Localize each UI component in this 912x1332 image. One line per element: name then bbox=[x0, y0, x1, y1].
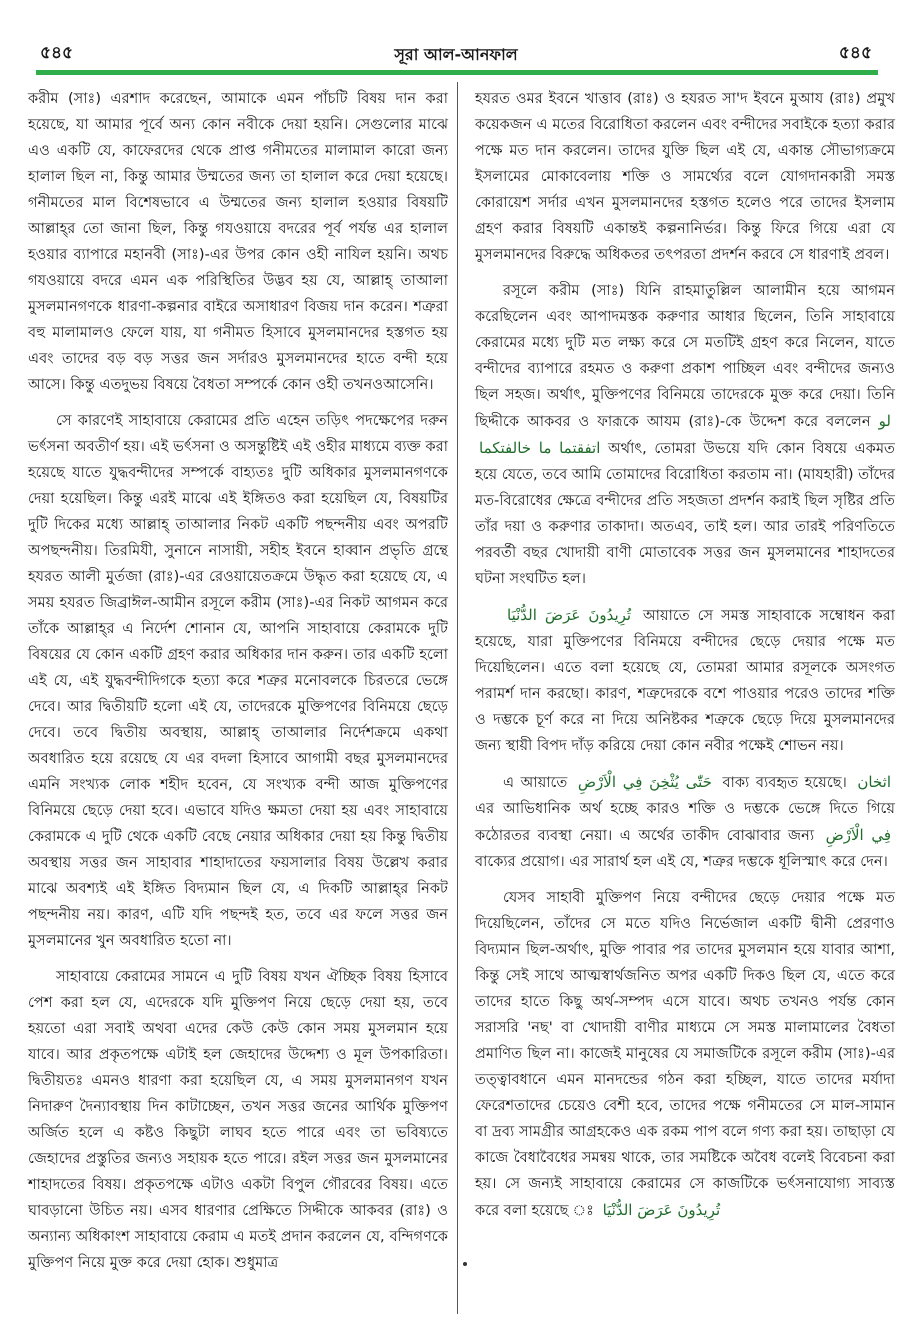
right-paragraph-4-text-d: বাক্যের প্রয়োগ। এর সারার্থ হল এই যে, শত্রুর দম্ভকে ধূলিস্মাৎ করে দেন। bbox=[475, 853, 888, 870]
arabic-word: اثخان bbox=[857, 773, 892, 791]
arabic-phrase-2: فِي الْاَرْضِ bbox=[825, 826, 891, 844]
page-header bbox=[0, 0, 912, 68]
arabic-verse: تُرِيدُونَ عَرَضَ الدُّنْيَا bbox=[507, 606, 632, 624]
right-paragraph-2-text-b: অর্থাৎ, তোমরা উভয়ে যদি কোন বিষয়ে একমত হয়ে যেতে, তবে আমি তোমাদের বিরোধিতা করতাম না। (মাযহারী) তাঁদের মত-বিরোধের ক্ষেত্রে বন্দীদের প্রতি সহজতা প্রদর্শন করাই ছিল সৃষ্টির প্রতি তাঁর দয়া ও করুণার তাকাদা। অতএব, তাই হল। আর তারই পরিণতিতে পরবর্তী বছর খোদায়ী বাণী মোতাবেক সত্তর জন মুসলমানের শাহাদতের ঘটনা সংঘটিত হল। bbox=[475, 440, 896, 587]
arabic-quote: لو اتفقتما ما خالفتكما bbox=[479, 412, 891, 457]
right-paragraph-4-text-a: এ আয়াতে bbox=[503, 774, 568, 791]
arabic-verse-end: تُرِيدُونَ عَرَضَ الدُّنْيَا bbox=[602, 1201, 721, 1219]
margin-dot bbox=[463, 1262, 467, 1266]
left-paragraph-3: সাহাবায়ে কেরামের সামনে এ দুটি বিষয় যখন ঐচ্ছিক বিষয় হিসাবে পেশ করা হল যে, এদেরকে যদি মুক্তিপণ নিয়ে ছেড়ে দেয়া হয়, তবে হয়তো এরা সবাই অথবা এদের কেউ কেউ কোন সময় মুসলমান হয়ে যাবে। আর প্রকৃতপক্ষে এটাই হল জেহাদের উদ্দেশ্য ও মূল উপকারিতা। দ্বিতীয়তঃ এমনও ধারণা করা হয়েছিল যে, এ সময় মুসলমানগণ যখন নিদারুণ দৈন্যাবস্থায় দিন কাটাচ্ছেন, তখন সত্তর জনের আর্থিক মুক্তিপণ অর্জিত হলে এ কষ্টও কিছুটা লাঘব হতে পারে এবং তা ভবিষ্যতে জেহাদের প্রস্তুতির জন্যও সহায়ক হতে পারে। রইল সত্তর জন মুসলমানের শাহাদতের বিষয়। প্রকৃতপক্ষে এটাও একটা বিপুল গৌরবের বিষয়। এতে ঘাবড়ানো উচিত নয়। এসব ধারণার প্রেক্ষিতে সিদ্দীকে আকবর (রাঃ) ও অন্যান্য অধিকাংশ সাহাবায়ে কেরাম এ মতই প্রদান করলেন যে, বন্দিগণকে মুক্তিপণ নিয়ে মুক্ত করে দেয়া হোক। শুধুমাত্র bbox=[28, 968, 448, 1271]
right-paragraph-3-text: আয়াতে সে সমস্ত সাহাবাকে সম্বোধন করা হয়েছে, যারা মুক্তিপণের বিনিময়ে বন্দীদের ছেড়ে দেয়ার পক্ষে মত দিয়েছিলেন। এতে বলা হয়েছে যে, তোমরা আমার রসূলকে অসংগত পরামর্শ দান করছো। কারণ, শত্রুদেরকে বশে পাওয়ার পরেও তাদের শক্তি ও দম্ভকে চূর্ণ করে না দিয়ে অনিষ্টকর শত্রুকে ছেড়ে দিয়ে মুসলমানদের জন্য স্থায়ী বিপদ দাঁড় করিয়ে দেয়া কোন নবীর পক্ষেই শোভন নয়। bbox=[475, 607, 895, 754]
header-rule bbox=[36, 70, 878, 75]
right-paragraph-2 bbox=[475, 278, 895, 592]
right-column bbox=[475, 86, 895, 1234]
left-paragraph-2: সে কারণেই সাহাবায়ে কেরামের প্রতি এহেন তড়িৎ পদক্ষেপের দরুন ভর্ৎসনা অবতীর্ণ হয়। এই ভর্ৎসনা ও অসন্তুষ্টিই এই ওহীর মাধ্যমে ব্যক্ত করা হয়েছে যাতে যুদ্ধবন্দীদের সম্পর্কে বাহ্যতঃ দুটি অধিকার মুসলমানগণকে দেয়া হয়েছিল। কিন্তু এরই মাঝে এই ইঙ্গিতও করা হয়েছিল যে, বিষয়টির দুটি দিকের মধ্যে আল্লাহ্ তাআলার নিকট একটি পছন্দনীয় এবং অপরটি অপছন্দনীয়। তিরমিযী, সুনানে নাসায়ী, সহীহ ইবনে হাব্বান প্রভৃতি গ্রন্থে হযরত আলী মুর্তজা (রাঃ)-এর রেওয়ায়েতক্রমে উদ্ধৃত করা হয়েছে যে, এ সময় হযরত জিব্রাঈল-আমীন রসূলে করীম (সাঃ)-এর নিকট আগমন করে তাঁকে আল্লাহ্‌র এ নির্দেশ শোনান যে, আপনি সাহাবায়ে কেরামকে দুটি বিষয়ের যে কোন একটি গ্রহণ করার অধিকার দান করুন। তার একটি হলো এই যে, এই যুদ্ধবন্দীদিগকে হত্যা করে শত্রুর মনোবলকে চিরতরে ভেঙ্গে দেবে। আর দ্বিতীয়টি হলো এই যে, তাদেরকে মুক্তিপণের বিনিময়ে ছেড়ে দেবে। তবে দ্বিতীয় অবস্থায়, আল্লাহ্ তাআলার নির্দেশক্রমে একথা অবধারিত হয়ে রয়েছে যে এর বদলা হিসাবে আগামী বছর মুসলমানদের এমনি সংখ্যক লোক শহীদ হবেন, যে সংখ্যক বন্দী আজ মুক্তিপণের বিনিময়ে ছেড়ে দেয়া হবে। এভাবে যদিও ক্ষমতা দেয়া হয় এবং সাহাবায়ে কেরামকে এ দুটি থেকে একটি বেছে নেয়ার অধিকার দেয়া হয় কিন্তু দ্বিতীয় অবস্থায় সত্তর জন সাহাবার শাহাদাতের ফয়সালার বিষয় উল্লেখ করার মাঝে অবশ্যই এই ইঙ্গিত বিদ্যমান ছিল যে, এ দিকটি আল্লাহ্‌র নিকট পছন্দনীয় নয়। কারণ, এটি যদি পছন্দই হত, তবে এর ফলে সত্তর জন মুসলমানের খুন অবধারিত হতো না। bbox=[28, 412, 448, 949]
left-column bbox=[28, 86, 448, 1286]
page-number-left: ৫৪৫ bbox=[40, 43, 74, 63]
right-paragraph-2-text-a: রসূলে করীম (সাঃ) যিনি রাহমাতুল্লিল আলামীন হয়ে আগমন করেছিলেন এবং আপাদমস্তক করুণার আধার ছিলেন, তিনি সাহাবায়ে কেরামের মধ্যে দুটি মত লক্ষ্য করে সে মতটিই গ্রহণ করে নিলেন, যাতে বন্দীদের ব্যাপারে রহমত ও করুণা প্রকাশ পাচ্ছিল এবং বন্দীদের জন্যও ছিল সহজ। অর্থাৎ, মুক্তিপণের বিনিময়ে তাদেরকে মুক্ত করে দেয়া। তিনি ছিদ্দীকে আকবর ও ফারূকে আযম (রাঃ)-কে উদ্দেশ করে বললেন bbox=[475, 282, 895, 430]
right-paragraph-5 bbox=[475, 885, 895, 1224]
arabic-phrase-1: حَتّٰى يُثْخِنَ فِي الْاَرْضِ bbox=[577, 773, 712, 791]
column-divider bbox=[457, 82, 458, 1314]
page-number-right: ৫৪৫ bbox=[838, 43, 872, 63]
surah-title: সূরা আল-আনফাল bbox=[394, 45, 518, 64]
right-paragraph-5-text: যেসব সাহাবী মুক্তিপণ নিয়ে বন্দীদের ছেড়ে দেয়ার পক্ষে মত দিয়েছিলেন, তাঁদের সে মতে যদিও নির্ভেজাল একটি দ্বীনী প্রেরণাও বিদ্যমান ছিল-অর্থাৎ, মুক্তি পাবার পর তাদের মুসলমান হয়ে যাবার আশা, কিন্তু সেই সাথে আত্মস্বার্থজনিত অপর একটি দিকও ছিল যে, এতে করে তাদের হাতে কিছু অর্থ-সম্পদ এসে যাবে। অথচ তখনও পর্যন্ত কোন সরাসরি 'নছ' বা খোদায়ী বাণীর মাধ্যমে সে সমস্ত মালামালের বৈধতা প্রমাণিত ছিল না। কাজেই মানুষের যে সমাজটিকে রসূলে করীম (সাঃ)-এর তত্ত্বাবধানে এমন মানদন্ডের গঠন করা হচ্ছিল, যাতে তাদের মর্যাদা ফেরেশতাদের চেয়েও বেশী হবে, তাদের পক্ষে গনীমতের সে মাল-সামান বা দ্রব্য সামগ্রীর আগ্রহকেও এক রকম পাপ বলে গণ্য করা হয়। তাছাড়া যে কাজে বৈধাবৈধের সমন্বয় থাকে, তার সমষ্টিকে অবৈধ বলেই বিবেচনা করা হয়। সে জন্যই সাহাবায়ে কেরামের সে কাজটিকে ভর্ৎসনাযোগ্য সাব্যস্ত করে বলা হয়েছে ঃ bbox=[475, 889, 895, 1219]
left-paragraph-1: করীম (সাঃ) এরশাদ করেছেন, আমাকে এমন পাঁচটি বিষয় দান করা হয়েছে, যা আমার পূর্বে অন্য কোন নবীকে দেয়া হয়নি। সেগুলোর মাঝে এও একটি যে, কাফেরদের থেকে প্রাপ্ত গনীমতের মালামাল কারো জন্য হালাল ছিল না, কিন্তু আমার উম্মতের জন্য তা হালাল করে দেয়া হয়েছে। গনীমতের মাল বিশেষভাবে এ উম্মতের জন্য হালাল হওয়ার বিষয়টি আল্লাহ্‌র তো জানা ছিল, কিন্তু গযওয়ায়ে বদরের পূর্ব পর্যন্ত এর হালাল হওয়ার ব্যাপারে মহানবী (সাঃ)-এর উপর কোন ওহী নাযিল হয়নি। অথচ গযওয়ায়ে বদরে এমন এক পরিস্থিতির উদ্ভব হয় যে, আল্লাহ্ তাআলা মুসলমানগণকে ধারণা-কল্পনার বাইরে অসাধারণ বিজয় দান করেন। শত্রুরা বহু মালামালও ফেলে যায়, যা গনীমত হিসাবে মুসলমানদের হস্তগত হয় এবং তাদের বড় বড় সত্তর জন সর্দারও মুসলমানদের হাতে বন্দী হয়ে আসে। কিন্তু এতদুভয় বিষয়ে বৈধতা সম্পর্কে কোন ওহী তখনওআসেনি। bbox=[28, 90, 448, 393]
right-paragraph-1: হযরত ওমর ইবনে খাত্তাব (রাঃ) ও হযরত সা'দ ইবনে মুআয (রাঃ) প্রমুখ কয়েকজন এ মতের বিরোধিতা করলেন এবং বন্দীদের সবাইকে হত্যা করার পক্ষে মত দান করলেন। তাদের যুক্তি ছিল এই যে, একান্ত সৌভাগ্যক্রমে ইসলামের মোকাবেলায় শক্তি ও সামর্থ্যের বলে যোগদানকারী সমস্ত কোরায়েশ সর্দার এখন মুসলমানদের হস্তগত হলেও পরে তাদের ইসলাম গ্রহণ করার বিষয়টি একান্তই কল্পনানির্ভর। কিন্তু ফিরে গিয়ে এরা যে মুসলমানদের বিরুদ্ধে অধিকতর তৎপরতা প্রদর্শন করবে সে ধারণাই প্রবল। bbox=[475, 90, 895, 263]
right-paragraph-3 bbox=[475, 602, 895, 759]
right-paragraph-4 bbox=[475, 769, 895, 875]
right-paragraph-4-text-b: বাক্য ব্যবহৃত হয়েছে। bbox=[722, 774, 847, 791]
right-paragraph-4-text-c: এর আভিধানিক অর্থ হচ্ছে কারও শক্তি ও দম্ভকে ভেঙ্গে দিতে গিয়ে কঠোরতর ব্যবস্থা নেয়া। এ অর্থের তাকীদ বোঝাবার জন্য bbox=[475, 800, 895, 844]
